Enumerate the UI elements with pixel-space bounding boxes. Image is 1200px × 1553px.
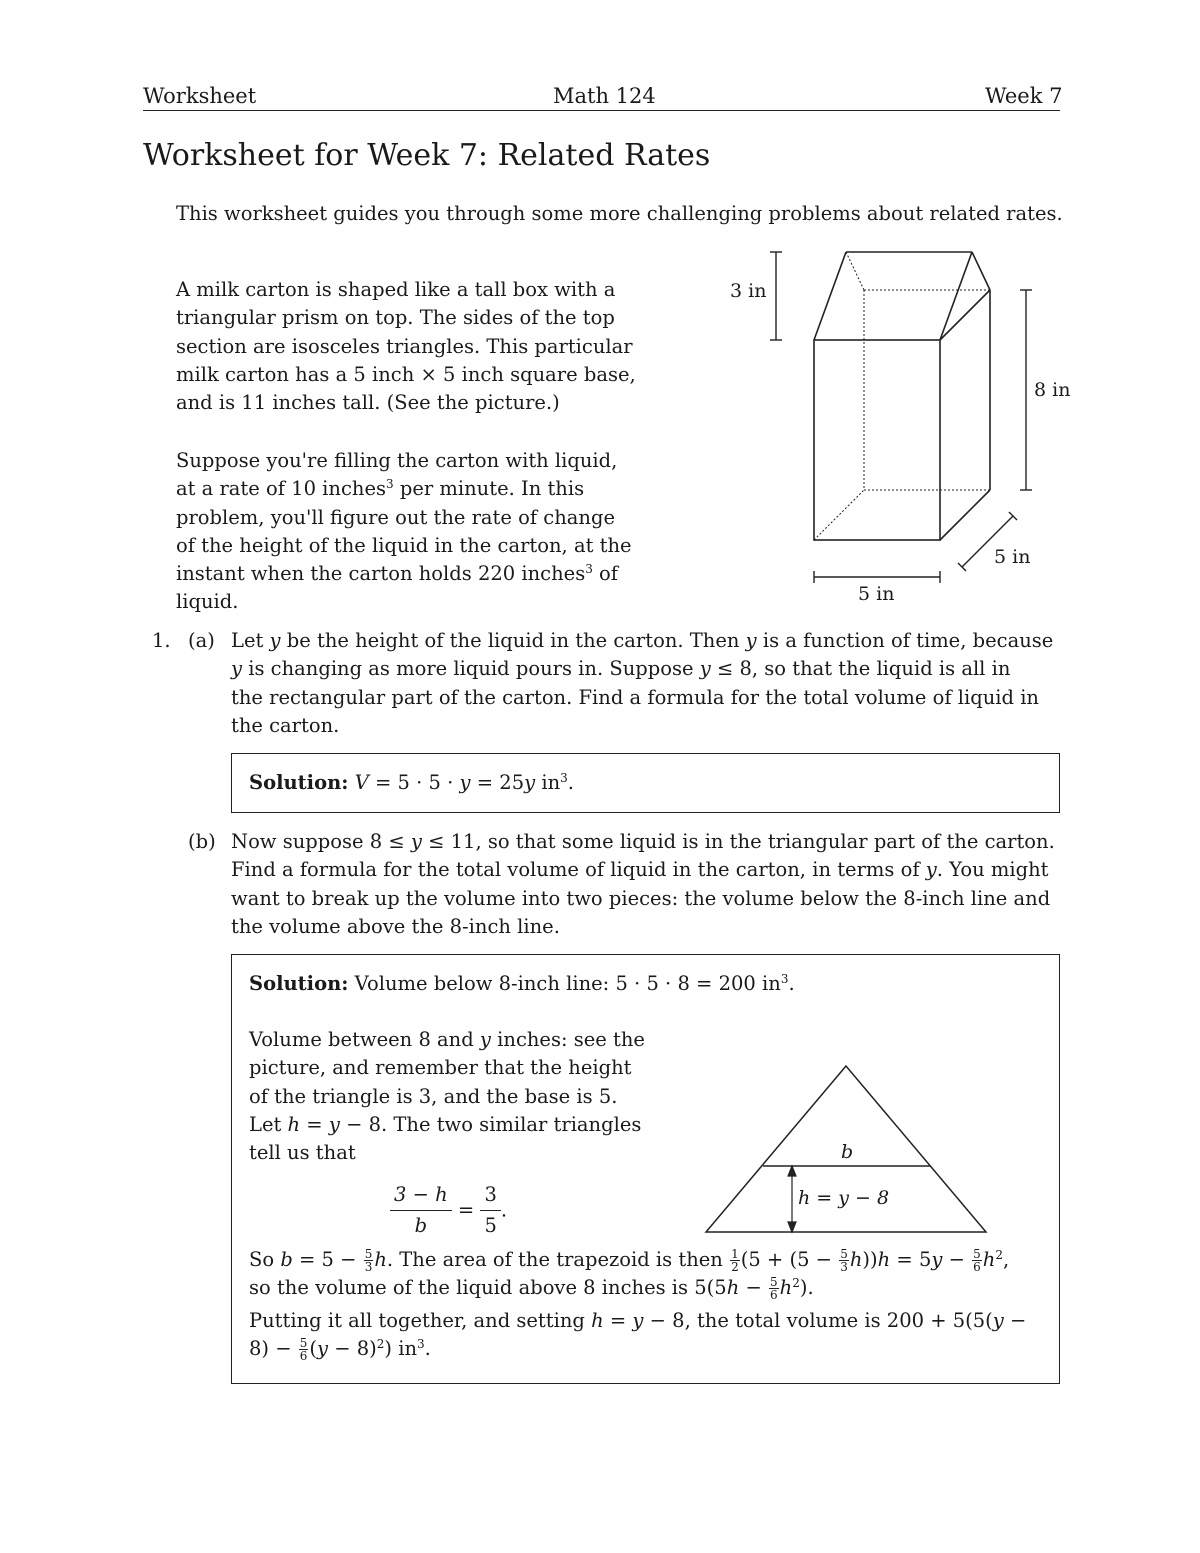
solution-label: Solution: (249, 972, 349, 995)
carton-front-face (814, 340, 940, 540)
fraction-5-6 (299, 1337, 309, 1362)
text-fragment: − 8) (328, 1336, 377, 1360)
text-line (176, 475, 646, 503)
text-fragment: of (592, 562, 619, 586)
var-h: h (591, 1308, 604, 1332)
text-line: and is 11 inches tall. (See the picture.) (176, 391, 560, 415)
text-line: 8) − $\frac{5}{6}$ $(y - 8)^2$) $in^3$. (249, 1335, 431, 1363)
var-V: V (354, 771, 369, 794)
solution-b-conclusion (249, 1246, 1049, 1363)
part-a-text (231, 627, 1071, 740)
text-line (249, 1111, 649, 1139)
exponent: 2 (792, 1276, 800, 1291)
text-fragment: Find a formula for the total volume of liquid in the carton, in terms of (231, 858, 926, 882)
var-h: h (982, 1248, 996, 1271)
fraction-numerator: 5 (770, 1275, 778, 1290)
fraction-denominator: 6 (973, 1260, 981, 1274)
header-rule (143, 110, 1060, 111)
text-fragment: in (535, 771, 561, 794)
var-y: y (745, 629, 757, 652)
fraction-numerator: 3 (480, 1180, 500, 1211)
var-y: y (931, 1248, 943, 1271)
var-h: h (849, 1248, 863, 1271)
fraction-left (390, 1180, 452, 1241)
text-fragment: . You might (936, 858, 1049, 882)
exponent: 3 (386, 477, 394, 492)
text-fragment: = (300, 1112, 329, 1136)
fraction-denominator: 5 (484, 1214, 497, 1237)
var-h: h (877, 1248, 891, 1271)
text-line: Suppose you're filling the carton with liquid, (176, 449, 618, 472)
text-line: of the triangle is 3, and the base is 5. (249, 1084, 618, 1108)
similar-triangles-equation: $\frac{3 - h}{b}$ = $\frac{3}{5}$ . (390, 1180, 507, 1241)
text-line (249, 1307, 1049, 1335)
text-line (249, 1026, 649, 1054)
text-fragment: Volume below 8-inch line: 5 · 5 · 8 = 200 in (348, 972, 781, 995)
text-fragment: = 5 − (292, 1248, 363, 1271)
fraction-denominator: 2 (731, 1260, 739, 1274)
text-fragment: is a function of time, because (756, 629, 1054, 652)
text-fragment: be the height of the liquid in the carton. Then (280, 629, 746, 652)
exponent: 3 (780, 972, 789, 986)
times-symbol: × (420, 362, 437, 386)
text-line: want to break up the volume into two pieces: the volume below the 8-inch line and (231, 886, 1051, 910)
var-y: y (459, 771, 471, 794)
milk-carton-figure (700, 240, 1100, 620)
text-fragment: at a rate of 10 inches (176, 477, 386, 501)
text-fragment: ≤ 8, so that the liquid is all in (710, 657, 1011, 681)
hidden-edge (814, 490, 864, 540)
text-fragment: inches: see the (490, 1028, 645, 1051)
var-y: y (231, 657, 243, 681)
text-fragment: = (603, 1308, 633, 1332)
text-fragment: (5 + (5 − (740, 1248, 839, 1271)
var-y: y (479, 1028, 491, 1051)
arrow-head-down (788, 1222, 796, 1232)
text-fragment: − 8, the total volume is 200 + 5(5( (643, 1308, 993, 1332)
text-line: the volume above the 8-inch line. (231, 914, 560, 938)
arrow-head-up (788, 1166, 796, 1176)
text-fragment: so the volume of the liquid above 8 inches is 5(5 (249, 1276, 727, 1300)
text-line: So b = 5 − $\frac{5}{3}$ h. The area of the trapezoid is then $\frac{1}{2}$ (5 + (5 − $\frac{5}{3}$ h))h = 5y − $\frac{5}{6}$ $h^2$, (249, 1247, 1010, 1274)
text-fragment: instant when the carton holds 220 inches (176, 562, 586, 586)
fraction-5-6 (769, 1276, 779, 1301)
text-fragment: − (739, 1276, 768, 1300)
var-h: h (726, 1276, 740, 1300)
solution-b-paragraph (249, 1026, 649, 1167)
text-line: problem, you'll figure out the rate of change (176, 505, 615, 529)
label-8in: 8 in (1034, 379, 1071, 401)
solution-b-line1: Solution: Volume below 8-inch line: 5 · 5 · 8 = 200 $in^3$. (249, 972, 795, 995)
fraction-numerator: 5 (364, 1247, 373, 1261)
text-fragment: ) in (384, 1336, 418, 1360)
text-fragment: ( (309, 1336, 317, 1360)
exponent: 3 (417, 1336, 425, 1351)
page-title: Worksheet for Week 7: Related Rates (143, 138, 711, 173)
fraction-numerator: 5 (840, 1247, 848, 1261)
text-line: tell us that (249, 1141, 356, 1165)
text-line: triangular prism on top. The sides of the top (176, 306, 615, 330)
text-line: the carton. (231, 713, 340, 737)
text-line: so the volume of the liquid above 8 inches is 5(5h − $\frac{5}{6}$ $h^2$). (249, 1275, 814, 1303)
exponent: 3 (585, 562, 593, 577)
text-line: A milk carton is shaped like a tall box with a (176, 278, 616, 301)
fraction-denominator: b (414, 1214, 428, 1237)
text-line (231, 627, 1071, 655)
fraction-denominator: 3 (364, 1260, 373, 1274)
exponent: 3 (560, 771, 568, 785)
text-fragment: − (942, 1248, 972, 1271)
text-fragment: So (249, 1248, 281, 1271)
text-line (231, 828, 1071, 856)
text-fragment: Putting it all together, and setting (249, 1308, 592, 1332)
var-y: y (524, 771, 536, 794)
exponent: 2 (376, 1336, 385, 1351)
text-fragment: Volume between 8 and (249, 1028, 480, 1051)
fraction-denominator: 6 (770, 1288, 778, 1303)
label-3in: 3 in (730, 280, 767, 302)
var-y: y (317, 1336, 329, 1360)
text-line (231, 655, 1071, 683)
fraction-denominator: 6 (299, 1348, 308, 1363)
part-b-text (231, 828, 1071, 941)
fraction-1-2 (730, 1248, 740, 1273)
text-fragment: = 5 (890, 1248, 932, 1271)
text-fragment: 8) − (249, 1336, 298, 1360)
fraction-numerator: 5 (299, 1335, 308, 1350)
label-5in-base: 5 in (858, 583, 895, 605)
var-h: h (779, 1276, 793, 1300)
header-center: Math 124 (553, 84, 656, 108)
text-line: the rectangular part of the carton. Find a formula for the total volume of liquid in (231, 685, 1039, 709)
text-fragment: − 8. The two similar triangles (339, 1112, 642, 1136)
fraction-5-6 (972, 1248, 982, 1273)
carton-edge (940, 290, 990, 340)
text-line: picture, and remember that the height (249, 1056, 632, 1080)
fraction-right (480, 1180, 500, 1241)
problem-setup (176, 447, 646, 617)
text-line: of the height of the liquid in the carton, at the (176, 533, 632, 557)
fraction-5-3 (364, 1248, 374, 1273)
text-line: liquid. (176, 590, 239, 614)
text-fragment: Let (249, 1112, 288, 1136)
text-fragment: . The area of the trapezoid is then (386, 1248, 730, 1271)
text-fragment: )) (862, 1248, 878, 1271)
label-5in-side: 5 in (994, 546, 1031, 568)
label-b: b (841, 1141, 854, 1163)
text-fragment: . (567, 771, 574, 794)
text-fragment: − (1003, 1308, 1027, 1332)
var-y: y (925, 858, 937, 882)
var-y: y (269, 629, 281, 652)
roof-edge (940, 252, 972, 340)
question-number: 1. (152, 629, 171, 652)
var-h: h (374, 1248, 387, 1271)
var-y: y (992, 1308, 1004, 1332)
text-fragment: 5 inch square base, (436, 362, 636, 386)
roof-edge (814, 252, 846, 340)
fraction-numerator: 3 − h (390, 1180, 452, 1211)
part-a-marker: (a) (188, 629, 215, 652)
solution-a-text (249, 769, 574, 797)
text-fragment: Now suppose 8 ≤ (231, 830, 411, 853)
text-line (176, 560, 646, 588)
text-line (231, 856, 1071, 884)
triangle-figure (700, 1060, 1000, 1240)
hidden-edge (846, 252, 864, 290)
var-y: y (328, 1112, 340, 1136)
exponent: 2 (995, 1248, 1003, 1262)
var-b: b (280, 1248, 293, 1271)
fraction-denominator: 3 (840, 1260, 848, 1274)
text-line: section are isosceles triangles. This particular (176, 334, 633, 358)
carton-description (176, 276, 646, 417)
roof-edge (972, 252, 990, 290)
carton-edge (940, 490, 990, 540)
part-b-marker: (b) (188, 830, 216, 853)
text-fragment: = 25 (470, 771, 525, 794)
text-fragment: Let (231, 629, 270, 652)
text-fragment: milk carton has a 5 inch (176, 362, 421, 386)
var-y: y (699, 657, 711, 681)
var-y: y (632, 1308, 644, 1332)
fraction-numerator: 1 (731, 1247, 739, 1261)
label-h: h = y − 8 (798, 1187, 890, 1209)
var-y: y (410, 830, 422, 853)
header-left: Worksheet (143, 84, 257, 108)
solution-label: Solution: (249, 771, 349, 794)
text-fragment: ≤ 11, so that some liquid is in the triangular part of the carton. (421, 830, 1055, 853)
text-fragment: = 5 · 5 · (368, 771, 460, 794)
fraction-numerator: 5 (973, 1247, 981, 1261)
text-line (176, 361, 646, 389)
text-fragment: is changing as more liquid pours in. Suppose (242, 657, 700, 681)
intro-text: This worksheet guides you through some more challenging problems about related rates. (176, 202, 1063, 225)
fraction-5-3 (839, 1248, 849, 1273)
var-h: h (287, 1112, 301, 1136)
header-right: Week 7 (985, 84, 1063, 108)
text-fragment: per minute. In this (393, 477, 585, 501)
